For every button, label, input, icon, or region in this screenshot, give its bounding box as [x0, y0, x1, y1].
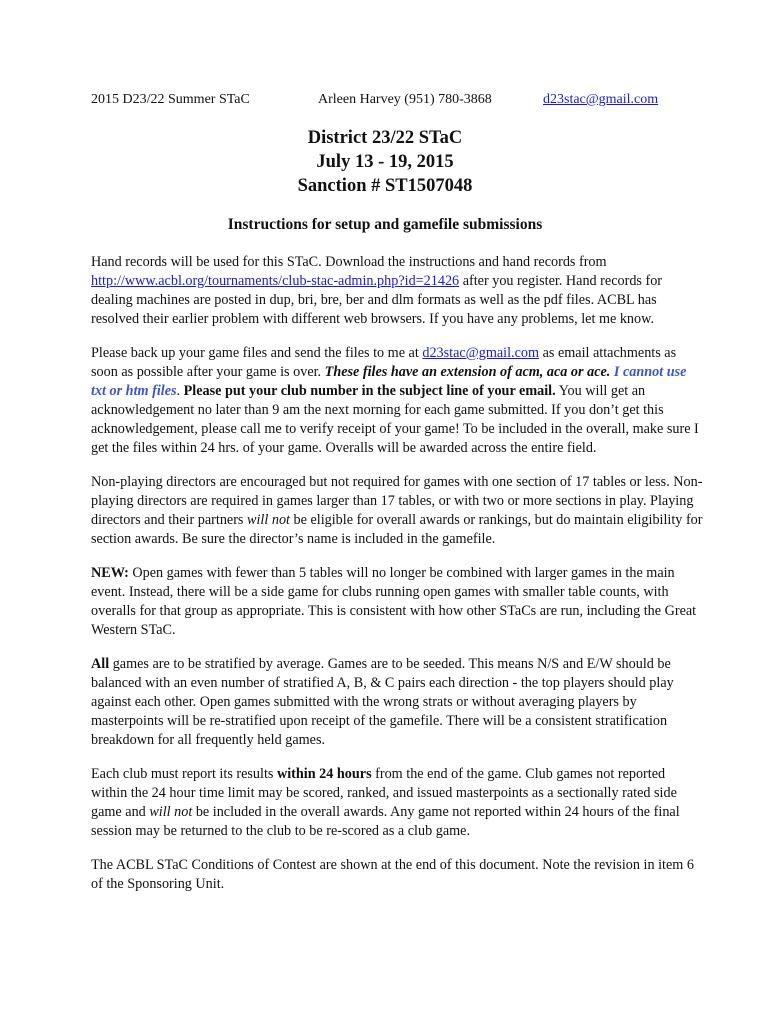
- emphasis-subject-line: Please put your club number in the subject line of your email.: [183, 383, 556, 399]
- text-run: The ACBL STaC Conditions of Contest are shown at the end of this document. Note the revision in item 6 of the Sponsoring Unit.: [91, 857, 694, 892]
- paragraph-game-files: [91, 344, 703, 458]
- emphasis-will-not: will not: [149, 804, 193, 820]
- text-run: be eligible for overall awards or rankings, but do maintain eligibility for section awards. Be sure the director’s name is included in the gamefile.: [91, 512, 703, 547]
- text-run: Non-playing directors are encouraged but not required for games with one section of 17 tables or less. Non-playing directors are required in games larger than 17 tables, or with two or more sections in play. Playing directors and their partners: [91, 474, 703, 528]
- text-run: Hand records will be used for this STaC. Download the instructions and hand records from: [91, 254, 607, 270]
- paragraph-hand-records: [91, 253, 703, 329]
- title-line-3: Sanction # ST1507048: [297, 176, 473, 196]
- title-line-1: District 23/22 STaC: [307, 128, 463, 148]
- document-title: [0, 126, 770, 198]
- emphasis-no-txt: I cannot use txt or htm files: [91, 364, 687, 399]
- emphasis-all: All: [91, 656, 110, 672]
- text-run: .: [176, 383, 184, 399]
- paragraph-new: [91, 564, 703, 640]
- text-run: Open games with fewer than 5 tables will no longer be combined with larger games in the main event. Instead, there will be a side game for clubs running open games with smaller table counts, with overalls for that group as appropriate. This is consistent with how other STaCs are run, including the Great Western STaC.: [91, 565, 697, 638]
- text-run: You will get an acknowledgement no later than 9 am the next morning for each game submitted. If you don’t get this acknowledgement, please call me to verify receipt of your game! To be included in the overall, make sure I get the files within 24 hrs. of your game. Overalls will be awarded across the entire field.: [91, 383, 699, 456]
- title-line-2: July 13 - 19, 2015: [316, 152, 454, 172]
- hand-records-link[interactable]: http://www.acbl.org/tournaments/club-stac-admin.php?id=21426: [91, 273, 460, 289]
- text-run: Each club must report its results: [91, 766, 277, 782]
- email-link[interactable]: d23stac@gmail.com: [422, 345, 540, 361]
- text-run: from the end of the game. Club games not reported within the 24 hour time limit may be scored, ranked, and issued masterpoints as a sectionally rated side game and: [91, 766, 677, 820]
- paragraph-conditions: [91, 856, 703, 894]
- emphasis-24-hours: within 24 hours: [276, 766, 372, 782]
- header-event: 2015 D23/22 Summer STaC: [91, 92, 250, 107]
- text-run: after you register. Hand records for dealing machines are posted in dup, bri, bre, ber and dlm formats as well as the pdf files. ACBL has resolved their earlier problem with different web browsers. If you have any problems, let me know.: [91, 273, 663, 327]
- paragraph-stratified: [91, 655, 703, 750]
- emphasis-extensions: These files have an extension of acm, aca or ace.: [324, 364, 611, 380]
- text-run: games are to be stratified by average. Games are to be seeded. This means N/S and E/W should be balanced with an even number of stratified A, B, & C pairs each direction - the top players should play against each other. Open games submitted with the wrong strats or without averaging players by masterpoints will be re-stratified upon receipt of the gamefile. There will be a consistent stratification breakdown for all frequently held games.: [91, 656, 674, 748]
- page-header: [91, 92, 691, 112]
- emphasis-new: NEW:: [91, 565, 129, 581]
- emphasis-will-not: will not: [247, 512, 290, 528]
- text-run: be included in the overall awards. Any game not reported within 24 hours of the final session may be returned to the club to be re-scored as a club game.: [91, 804, 680, 839]
- text-run: as email attachments as soon as possible after your game is over.: [91, 345, 677, 380]
- header-email-link[interactable]: d23stac@gmail.com: [543, 92, 659, 107]
- paragraph-reporting: [91, 765, 703, 841]
- paragraph-directors: [91, 473, 703, 549]
- document-body: [91, 253, 703, 909]
- text-run: Please back up your game files and send the files to me at: [91, 345, 423, 361]
- section-heading: Instructions for setup and gamefile submissions: [227, 216, 543, 233]
- header-contact: Arleen Harvey (951) 780-3868: [318, 92, 492, 107]
